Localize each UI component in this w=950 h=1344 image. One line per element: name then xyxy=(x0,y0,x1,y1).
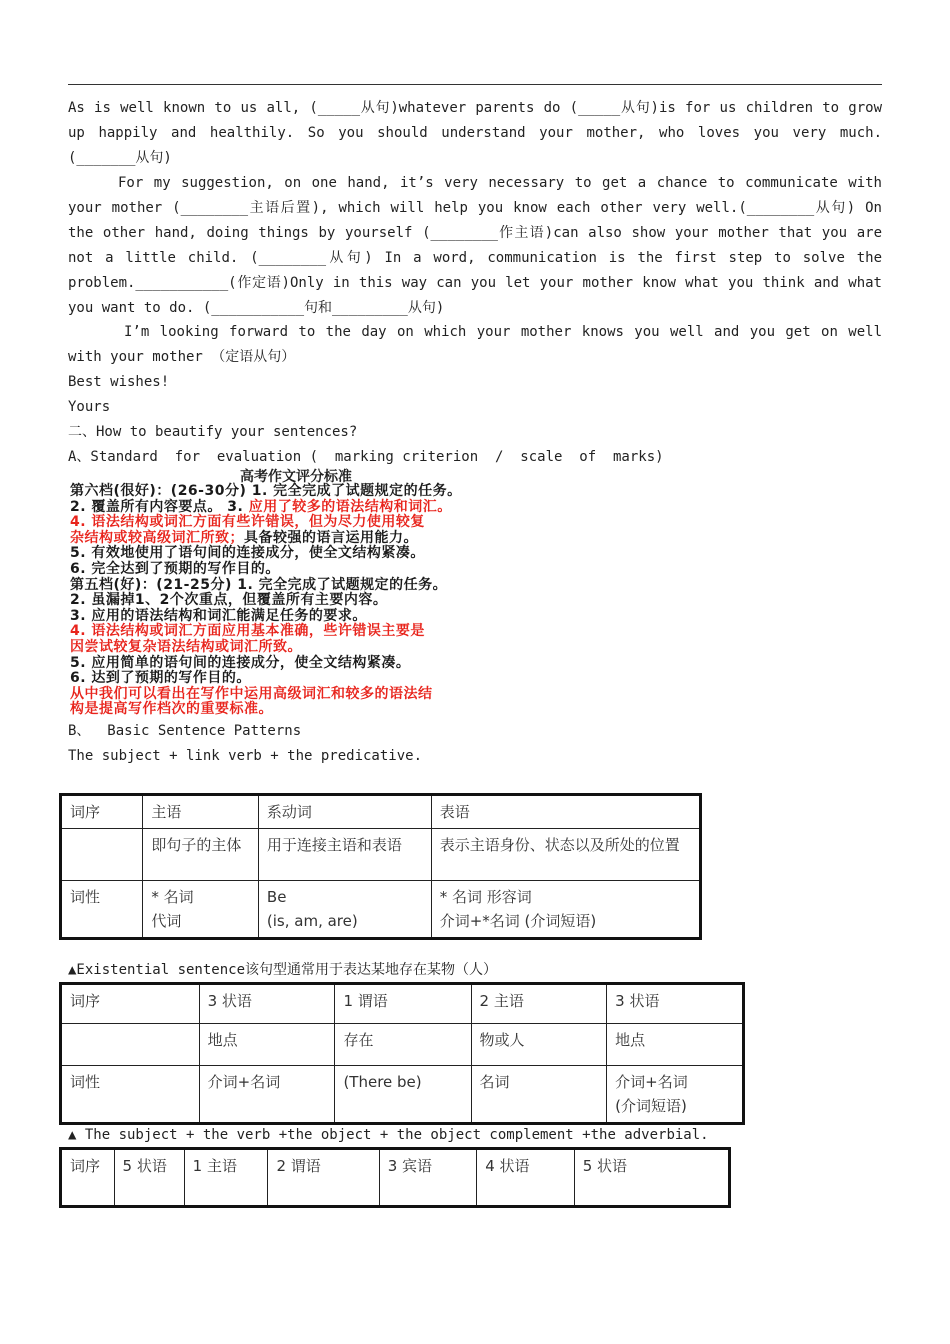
standard-segment: 杂结构或较高级词汇所致； xyxy=(70,529,244,546)
table-cell: 系动词 xyxy=(258,795,431,829)
table-cell: 表示主语身份、状态以及所处的位置 xyxy=(431,829,700,881)
table-cell: 地点 xyxy=(607,1024,744,1066)
standard-line xyxy=(70,671,251,686)
pattern-3-table xyxy=(59,1147,731,1208)
existential-heading: ▲Existential sentence该句型通常用于表达某地存在某物（人） xyxy=(68,962,498,978)
standard-line xyxy=(70,687,433,702)
standard-segment: 从中我们可以看出在写作中运用高级词汇和较多的语法结 xyxy=(70,685,433,702)
standard-line xyxy=(70,578,447,593)
standard-line xyxy=(70,500,452,515)
table-cell: * 名词 形容词 介词+*名词 (介词短语) xyxy=(431,881,700,939)
standard-segment: 4. 语法结构或词汇方面有些许错误，但为尽力使用较复 xyxy=(70,514,425,531)
table-cell: 主语 xyxy=(143,795,259,829)
table-cell: 用于连接主语和表语 xyxy=(258,829,431,881)
table-cell: * 名词 代词 xyxy=(143,881,259,939)
table-cell: 3 状语 xyxy=(199,984,335,1024)
table-cell xyxy=(61,1024,200,1066)
standard-segment: 2. 覆盖所有内容要点。 3. xyxy=(70,498,249,515)
standard-segment: 3. 应用的语法结构和词汇能满足任务的要求。 xyxy=(70,607,367,624)
standard-line xyxy=(70,593,387,608)
table-cell: 词序 xyxy=(61,795,143,829)
table-cell: 地点 xyxy=(199,1024,335,1066)
standard-line xyxy=(70,609,367,624)
table-cell: 介词+名词 (介词短语) xyxy=(607,1066,744,1124)
basic-patterns-heading: B、 Basic Sentence Patterns xyxy=(68,723,302,739)
standard-segment: 具备较强的语言运用能力。 xyxy=(244,529,418,546)
table-row xyxy=(61,795,701,829)
table-row xyxy=(61,829,701,881)
standard-line xyxy=(70,546,425,561)
table-cell: 3 宾语 xyxy=(379,1149,477,1207)
table-cell: 物或人 xyxy=(471,1024,607,1066)
table-cell: 2 谓语 xyxy=(268,1149,379,1207)
table-cell: 介词+名词 xyxy=(199,1066,335,1124)
table-cell: 3 状语 xyxy=(607,984,744,1024)
standard-line xyxy=(70,531,418,546)
standard-line xyxy=(70,640,302,655)
table-cell: 表语 xyxy=(431,795,700,829)
standard-heading: A、Standard for evaluation ( marking criterion / scale of marks) xyxy=(68,449,664,465)
standard-segment: 应用了较多的语法结构和词汇。 xyxy=(248,498,452,515)
table-row xyxy=(61,1149,730,1207)
table-cell: 词性 xyxy=(61,1066,200,1124)
header-rule xyxy=(68,84,882,85)
closing-best-wishes: Best wishes! xyxy=(68,374,170,390)
existential-table xyxy=(59,982,745,1125)
standard-line xyxy=(70,515,425,530)
standard-line xyxy=(70,562,280,577)
table-row xyxy=(61,1066,744,1124)
table-cell: (There be) xyxy=(335,1066,471,1124)
table-cell: 4 状语 xyxy=(477,1149,575,1207)
paragraph-3: I’m looking forward to the day on which your mother knows you well and you get on well with your mother （定语从句） xyxy=(68,324,882,365)
standard-line xyxy=(70,656,410,671)
pattern-1-text: The subject + link verb + the predicative. xyxy=(68,748,423,764)
section2-heading: 二、How to beautify your sentences? xyxy=(68,424,358,440)
table-cell: Be (is, am, are) xyxy=(258,881,431,939)
standard-segment: 6. 完全达到了预期的写作目的。 xyxy=(70,561,280,577)
standard-segment: 第五档(好)：(21-25分) 1. 完全完成了试题规定的任务。 xyxy=(70,576,448,593)
table-row xyxy=(61,881,701,939)
standard-segment: 6. 达到了预期的写作目的。 xyxy=(70,670,251,687)
table-cell: 词序 xyxy=(61,984,200,1024)
standard-segment: 因尝试较复杂语法结构或词汇所致。 xyxy=(70,639,302,655)
standard-segment: 5. 应用简单的语句间的连接成分，使全文结构紧凑。 xyxy=(70,654,411,671)
paragraph-1: As is well known to us all, (_____从句)whatever parents do (_____从句)is for us children to grow up happily and healthily. So you should understand your mother, who loves you very much. (_______从句) xyxy=(68,100,882,166)
table-cell: 即句子的主体 xyxy=(143,829,259,881)
table-cell: 1 谓语 xyxy=(335,984,471,1024)
table-row xyxy=(61,984,744,1024)
table-cell: 词性 xyxy=(61,881,143,939)
table-cell: 1 主语 xyxy=(184,1149,268,1207)
paragraph-2: For my suggestion, on one hand, it’s very necessary to get a chance to communicate with your mother (________主语后置), which will help you know each other very well.(________从句) On the other hand, doing things by yourself (________作主语)can also show your mother that you are not a little child. (________从句) In a word, communication is the first step to solve the problem.___________(作定语)Only in this way can you let your mother know what you think and what you want to do. (___________句和_________从句) xyxy=(68,175,882,316)
standard-segment: 4. 语法结构或词汇方面应用基本准确，些许错误主要是 xyxy=(70,623,425,640)
table-cell xyxy=(61,829,143,881)
table-cell: 词序 xyxy=(61,1149,115,1207)
standard-segment: 第六档(很好)：(26-30分) 1. 完全完成了试题规定的任务。 xyxy=(70,483,462,499)
table-cell: 5 状语 xyxy=(114,1149,184,1207)
standard-title: 高考作文评分标准 xyxy=(240,469,352,485)
table-cell: 5 状语 xyxy=(574,1149,729,1207)
table-cell: 2 主语 xyxy=(471,984,607,1024)
standard-line xyxy=(70,624,425,639)
pattern-1-table xyxy=(59,793,702,940)
standard-segment: 构是提高写作档次的重要标准。 xyxy=(70,701,273,718)
table-cell: 名词 xyxy=(471,1066,607,1124)
standard-segment: 2. 虽漏掉1、2个次重点，但覆盖所有主要内容。 xyxy=(70,592,388,609)
standard-line xyxy=(70,484,462,499)
closing-yours: Yours xyxy=(68,399,111,415)
standard-line xyxy=(70,702,273,717)
table-row xyxy=(61,1024,744,1066)
table-cell: 存在 xyxy=(335,1024,471,1066)
pattern-3-heading: ▲ The subject + the verb +the object + the object complement +the adverbial. xyxy=(68,1127,709,1143)
standard-segment: 5. 有效地使用了语句间的连接成分，使全文结构紧凑。 xyxy=(70,545,425,562)
